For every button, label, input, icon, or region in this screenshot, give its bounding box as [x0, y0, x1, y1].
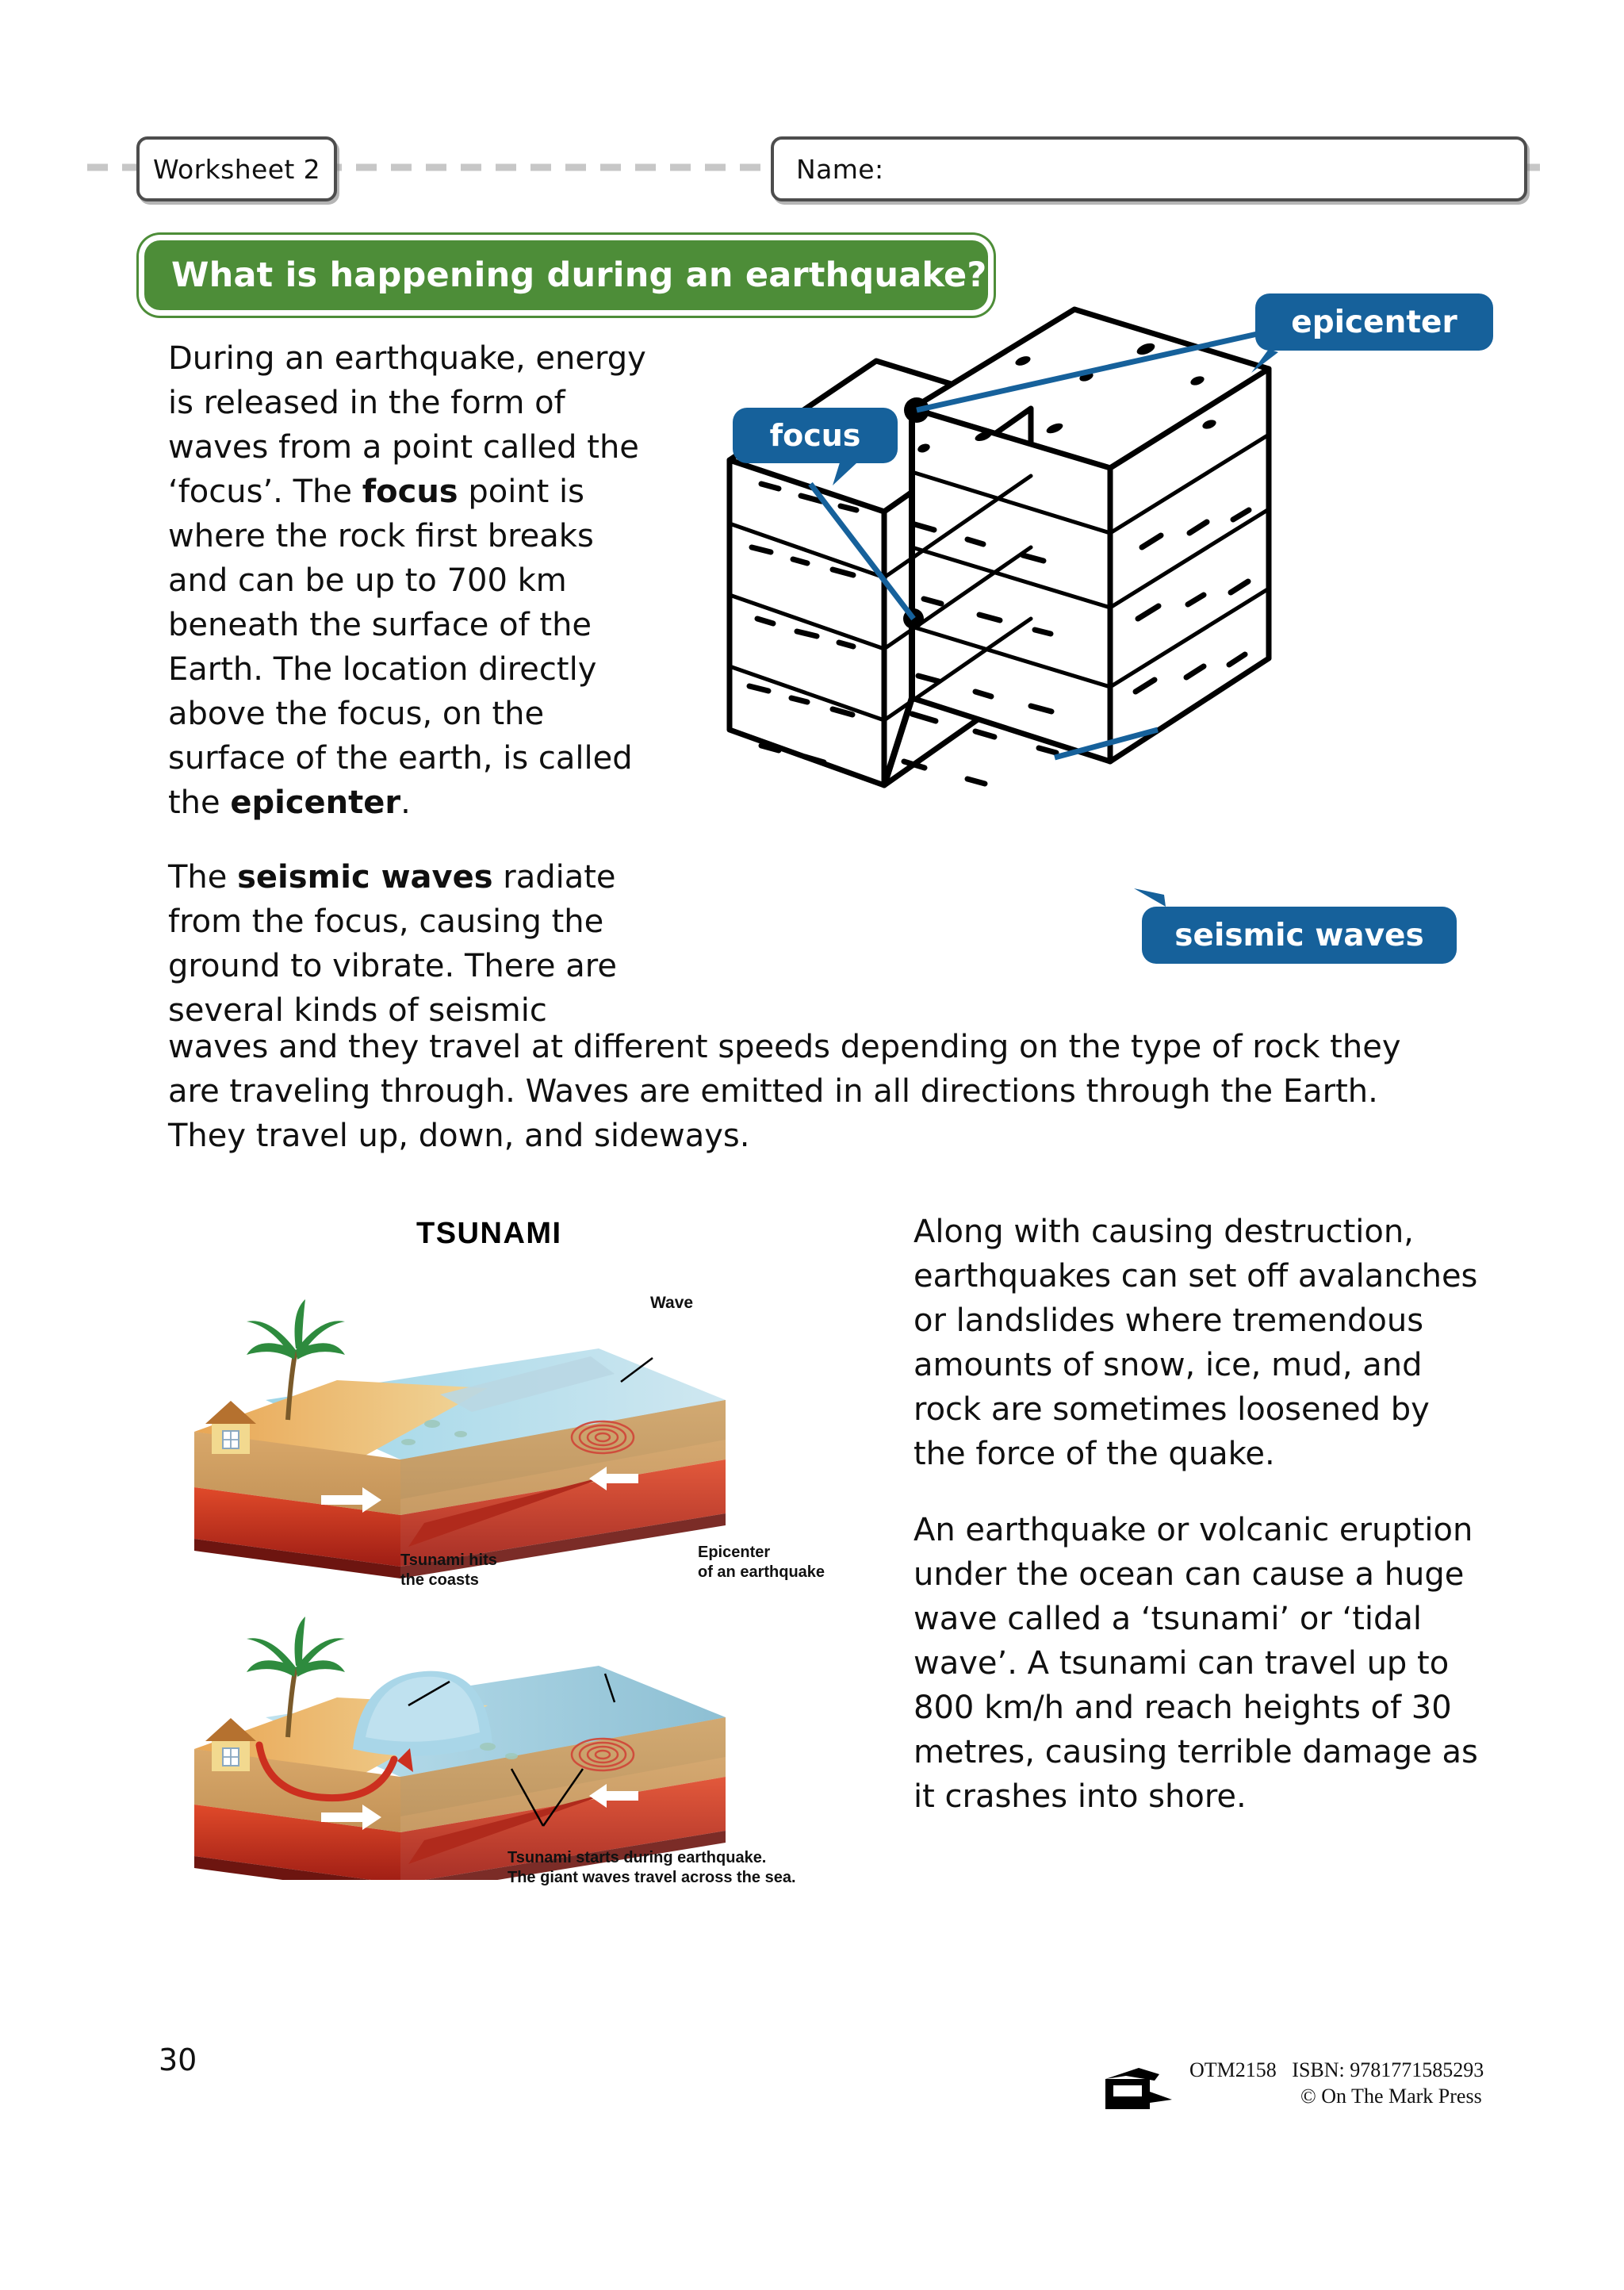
- tsunami-label-epicenter: [698, 1543, 825, 1582]
- paragraph-focus-epicenter: [168, 336, 660, 825]
- intro-text-column: [168, 336, 660, 1063]
- callout-epicenter-label: epicenter: [1291, 304, 1457, 340]
- para1-bold-epicenter: epicenter: [230, 784, 401, 821]
- footer-imprint: [1102, 2050, 1499, 2122]
- paragraph-tsunami: An earthquake or volcanic eruption under the ocean can cause a huge wave called a ‘tsunami’ or ‘tidal wave’. A tsunami can travel up to 800 km/h and reach heights of 30 metres, causing terrible damage as it crashes into shore.: [914, 1512, 1478, 1815]
- para2-part-a: The: [168, 859, 238, 896]
- section-title-text: What is happening during an earthquake?: [171, 255, 987, 295]
- header-dashed-rule-left: [87, 164, 143, 171]
- tsunami-panel-bottom: [194, 1617, 726, 1880]
- tsunami-start-line2: The giant waves travel across the sea.: [508, 1869, 796, 1886]
- house-bottom: [205, 1718, 256, 1771]
- footer-code-isbn: [1189, 2057, 1484, 2083]
- worksheet-number-box: [136, 136, 337, 201]
- paragraph-seismic-waves-end: waves and they travel at different speeds depending on the type of rock they are traveling through. Waves are emitted in all directions through the Earth. They travel up, down, and sideways.: [168, 1029, 1401, 1154]
- page-number: 30: [159, 2043, 197, 2077]
- tsunami-label-start-caption: [508, 1848, 796, 1888]
- callout-seismic-waves: [1142, 907, 1457, 964]
- tsunami-epicenter-line2: of an earthquake: [698, 1563, 825, 1581]
- callout-focus: [733, 408, 898, 463]
- para1-part-a: During an earthquake, energy is released in the form of waves from a point called the ‘focus’. The: [168, 340, 646, 510]
- para1-bold-focus: focus: [362, 474, 458, 510]
- house-top: [205, 1401, 256, 1454]
- name-field-box[interactable]: [771, 136, 1527, 201]
- paragraph-seismic-waves-start: [168, 855, 660, 1033]
- tsunami-epicenter-line1: Epicenter: [698, 1544, 771, 1561]
- tsunami-start-line1: Tsunami starts during earthquake.: [508, 1849, 767, 1866]
- name-field-label: Name:: [796, 153, 884, 185]
- tsunami-diagram-title: TSUNAMI: [416, 1217, 562, 1250]
- para2-bold-seismic: seismic waves: [237, 859, 493, 896]
- tsunami-panel-top: [194, 1299, 726, 1578]
- seismic-waves-continuation: [168, 1025, 1453, 1158]
- paragraph-avalanches: Along with causing destruction, earthquakes can set off avalanches or landslides where tremendous amounts of snow, ice, mud, and rock are sometimes loosened by the force of the quake.: [914, 1214, 1478, 1472]
- worksheet-header: [87, 136, 1538, 198]
- footer-product-code: OTM2158: [1189, 2058, 1277, 2081]
- footer-isbn: ISBN: 9781771585293: [1292, 2058, 1484, 2081]
- para1-part-e: .: [400, 784, 411, 821]
- printer-icon: [1102, 2065, 1175, 2112]
- earthquake-block-diagram: [714, 286, 1538, 944]
- callout-focus-label: focus: [769, 418, 861, 453]
- tsunami-hits-line2: the coasts: [400, 1571, 479, 1589]
- tsunami-text-column: [914, 1210, 1484, 1851]
- worksheet-number-label: Worksheet 2: [152, 153, 321, 185]
- tsunami-label-hits-coasts: [400, 1551, 497, 1590]
- para2-part-c: radiate from the focus, causing the ground to vibrate. There are several kinds of seismic: [168, 859, 617, 1029]
- footer-copyright: © On The Mark Press: [1300, 2085, 1482, 2108]
- tsunami-label-wave: [650, 1293, 693, 1313]
- tsunami-label-wave-text: Wave: [650, 1294, 694, 1312]
- para1-part-c: point is where the rock first breaks and can be up to 700 km beneath the surface of the Earth. The location directly above the focus, on the surface of the earth, is called the: [168, 474, 633, 821]
- tsunami-hits-line1: Tsunami hits: [400, 1552, 497, 1569]
- header-dashed-rule-middle: [321, 164, 781, 171]
- callout-seismic-label: seismic waves: [1174, 917, 1424, 953]
- callout-epicenter: [1255, 293, 1493, 351]
